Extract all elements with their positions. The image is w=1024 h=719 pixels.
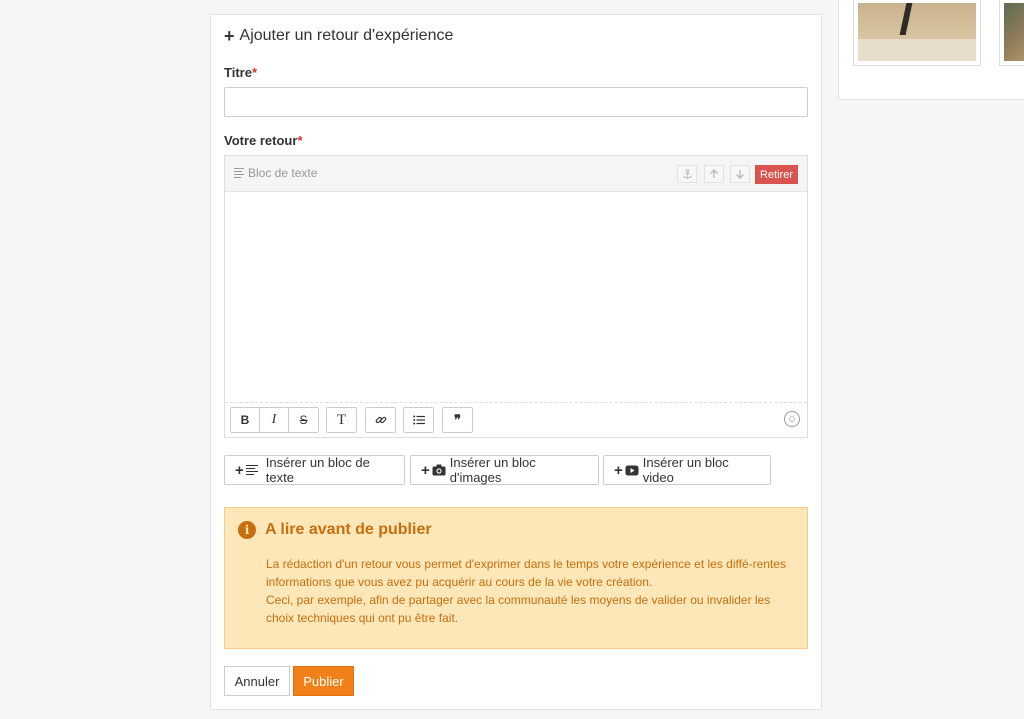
notice-title: i A lire avant de publier <box>238 521 432 539</box>
publish-notice <box>224 507 808 649</box>
title-input[interactable] <box>224 87 808 117</box>
gallery-card <box>838 0 1024 100</box>
bold-button[interactable]: B <box>231 408 260 432</box>
plus-icon: + <box>614 461 623 479</box>
gallery-thumbnail[interactable] <box>853 0 981 66</box>
thumbnail-image <box>1004 3 1024 61</box>
anchor-icon <box>682 169 693 180</box>
gallery-thumbnail[interactable] <box>999 0 1024 66</box>
format-toolbar <box>230 407 802 433</box>
plus-icon: + <box>235 461 244 479</box>
info-icon: i <box>238 521 256 539</box>
insert-text-block-button[interactable]: + Insérer un bloc de texte <box>224 455 405 485</box>
text-lines-icon <box>234 166 244 180</box>
title-label: Titre* <box>224 65 257 80</box>
publish-button[interactable]: Publier <box>293 666 354 696</box>
plus-icon: + <box>421 461 430 479</box>
thumbnail-image <box>858 3 976 61</box>
camera-icon <box>432 464 446 476</box>
emoji-icon[interactable]: ☺ <box>784 411 800 427</box>
form-heading-text: Ajouter un retour d'expérience <box>239 27 454 44</box>
quote-group <box>442 407 473 433</box>
notice-paragraph: Ceci, par exemple, afin de partager avec la communauté les moyens de valider ou invalider les choix techniques qui ont pu être fait. <box>266 593 771 625</box>
heading-button[interactable]: T <box>336 411 347 428</box>
link-group <box>365 407 396 433</box>
text-style-group <box>230 407 319 433</box>
insert-video-block-button[interactable]: + Insérer un bloc video <box>603 455 771 485</box>
italic-button[interactable]: I <box>260 408 289 432</box>
strikethrough-button[interactable]: S <box>299 413 308 427</box>
feedback-form-panel <box>210 14 822 710</box>
text-block-editor <box>224 155 808 438</box>
anchor-button[interactable] <box>677 165 697 183</box>
text-lines-icon <box>246 463 262 477</box>
link-button[interactable] <box>366 408 395 432</box>
list-icon <box>413 415 425 425</box>
required-mark: * <box>297 133 303 148</box>
move-up-button[interactable] <box>704 165 724 183</box>
text-block-content[interactable] <box>225 192 807 403</box>
arrow-up-icon <box>709 169 719 179</box>
notice-text <box>266 555 796 627</box>
arrow-down-icon <box>735 169 745 179</box>
list-group <box>403 407 434 433</box>
list-button[interactable] <box>404 408 433 432</box>
plus-icon: + <box>224 26 235 46</box>
block-type: Bloc de texte <box>234 166 317 180</box>
body-label: Votre retour* <box>224 133 303 148</box>
insert-image-block-button[interactable]: + Insérer un bloc d'images <box>410 455 599 485</box>
link-icon <box>375 414 387 426</box>
notice-paragraph: La rédaction d'un retour vous permet d'exprimer dans le temps votre expérience et les diffé-rentes informations que vous avez pu acquérir au cours de la vie votre création. <box>266 557 786 589</box>
heading-group <box>326 407 357 433</box>
required-mark: * <box>251 65 257 80</box>
block-header <box>225 156 807 192</box>
form-heading <box>224 27 453 45</box>
move-down-button[interactable] <box>730 165 750 183</box>
video-play-icon <box>625 465 639 476</box>
remove-block-button[interactable]: Retirer <box>755 165 798 184</box>
quote-button[interactable]: ❞ <box>454 412 461 427</box>
cancel-button[interactable]: Annuler <box>224 666 290 696</box>
